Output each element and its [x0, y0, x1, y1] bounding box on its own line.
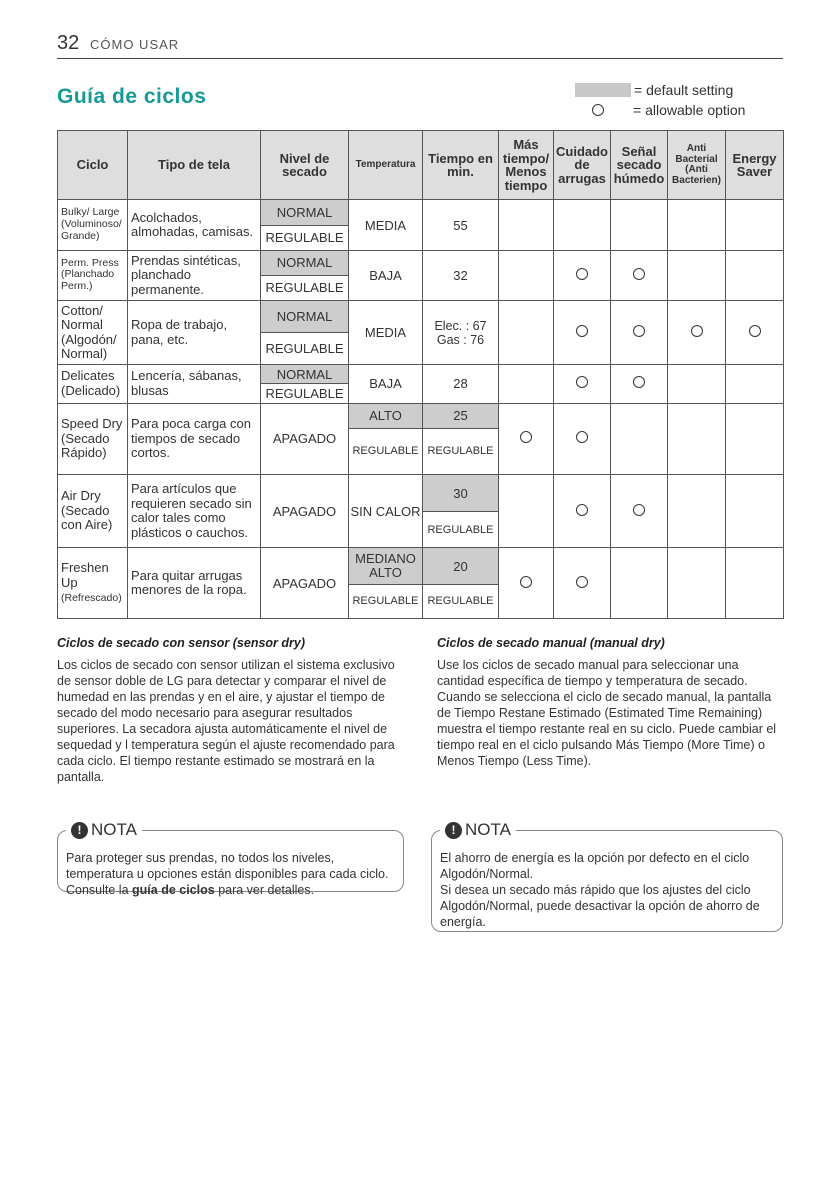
allowable-circle-icon	[576, 576, 588, 588]
temperature: BAJA	[349, 250, 423, 300]
allowable-circle-icon	[592, 104, 604, 116]
allowable-circle-icon	[633, 325, 645, 337]
allowable-circle-icon	[576, 268, 588, 280]
fabric-type: Acolchados, almohadas, camisas.	[128, 200, 261, 250]
dry-level: APAGADO	[261, 548, 349, 619]
cycle-name: Delicates (Delicado)	[58, 365, 128, 403]
table-row	[58, 250, 784, 275]
time-default: 20	[423, 548, 499, 584]
dry-level-default: NORMAL	[261, 200, 349, 225]
time: 32	[423, 250, 499, 300]
col-cuidado: Cuidado de arrugas	[554, 131, 611, 200]
page-title: Guía de ciclos	[57, 85, 207, 108]
fabric-type: Para quitar arrugas menores de la ropa.	[128, 548, 261, 619]
note-line: El ahorro de energía es la opción por defecto en el ciclo Algodón/Normal.	[440, 851, 750, 881]
note-title: NOTA	[91, 820, 137, 839]
temperature: BAJA	[349, 365, 423, 403]
time-option: REGULABLE	[423, 428, 499, 474]
allowable-circle-icon	[633, 376, 645, 388]
note-line: Si desea un secado más rápido que los ajustes del ciclo Algodón/Normal, puede desactivar la opción de ahorro de energía.	[440, 883, 760, 929]
time-default: 30	[423, 475, 499, 512]
note-title: NOTA	[465, 820, 511, 839]
cycle-guide-table	[57, 130, 784, 619]
default-swatch	[575, 83, 631, 97]
time: 28	[423, 365, 499, 403]
time: 55	[423, 200, 499, 250]
cycle-name-main: Freshen Up	[61, 560, 109, 590]
col-nivel: Nivel de secado	[261, 131, 349, 200]
dry-level: APAGADO	[261, 403, 349, 474]
allowable-circle-icon	[749, 325, 761, 337]
cycle-name: Air Dry (Secado con Aire)	[58, 475, 128, 548]
temperature-default: ALTO	[349, 403, 423, 428]
temperature-default: MEDIANO ALTO	[349, 548, 423, 584]
temperature-option: REGULABLE	[349, 428, 423, 474]
allowable-circle-icon	[633, 504, 645, 516]
dry-level-option: REGULABLE	[261, 275, 349, 300]
temperature: MEDIA	[349, 200, 423, 250]
time: Elec. : 67 Gas : 76	[423, 300, 499, 364]
time-option: REGULABLE	[423, 512, 499, 548]
table-row	[58, 475, 784, 512]
section-title: CÓMO USAR	[90, 37, 180, 52]
col-mas-tiempo: Más tiempo/ Menos tiempo	[499, 131, 554, 200]
col-anti-bacterial: Anti Bacterial (Anti Bacterien)	[668, 131, 726, 200]
col-temperatura: Temperatura	[349, 131, 423, 200]
dry-level-option: REGULABLE	[261, 225, 349, 250]
note-box-left	[57, 820, 404, 897]
col-ciclo: Ciclo	[58, 131, 128, 200]
col-tela: Tipo de tela	[128, 131, 261, 200]
allowable-circle-icon	[691, 325, 703, 337]
col-energy-saver: Energy Saver	[726, 131, 784, 200]
dry-level-default: NORMAL	[261, 250, 349, 275]
table-header-row	[58, 131, 784, 200]
table-row	[58, 403, 784, 428]
info-icon: !	[71, 822, 88, 839]
cycle-name: Cotton/ Normal (Algodón/ Normal)	[58, 300, 128, 364]
cycle-name	[58, 548, 128, 619]
allowable-circle-icon	[576, 376, 588, 388]
legend-default-label: = default setting	[634, 82, 734, 98]
info-icon: !	[445, 822, 462, 839]
manual-dry-body: Use los ciclos de secado manual para seleccionar una cantidad específica de tiempo y temperatura de secado. Cuando se selecciona el ciclo de secado manual, la pantalla de Tiempo Restane Estimado (Estimated Time Remaining) muestra el tiempo restante real en su ciclo. Puede cambiar el tiempo real en el ciclo pulsando Más Tiempo (More Time) o Menos Tiempo (Less Time).	[437, 658, 777, 768]
table-row	[58, 300, 784, 332]
allowable-circle-icon	[520, 431, 532, 443]
allowable-circle-icon	[576, 325, 588, 337]
manual-dry-heading: Ciclos de secado manual (manual dry)	[437, 636, 665, 650]
allowable-circle-icon	[633, 268, 645, 280]
fabric-type: Ropa de trabajo, pana, etc.	[128, 300, 261, 364]
dry-level: APAGADO	[261, 475, 349, 548]
cycle-name-sub: (Refrescado)	[61, 592, 122, 605]
dry-level-default: NORMAL	[261, 365, 349, 384]
allowable-circle-icon	[576, 431, 588, 443]
cycle-name: Speed Dry (Secado Rápido)	[58, 403, 128, 474]
table-row	[58, 200, 784, 225]
cycle-name: Bulky/ Large (Voluminoso/ Grande)	[58, 200, 128, 250]
dry-level-option: REGULABLE	[261, 333, 349, 365]
table-row	[58, 365, 784, 384]
fabric-type: Lencería, sábanas, blusas	[128, 365, 261, 403]
dry-level-default: NORMAL	[261, 300, 349, 332]
temperature: MEDIA	[349, 300, 423, 364]
note-box-right	[431, 820, 783, 932]
cycle-name: Perm. Press (Planchado Perm.)	[58, 250, 128, 300]
legend-allowable-label: = allowable option	[633, 102, 746, 118]
temperature: SIN CALOR	[349, 475, 423, 548]
col-tiempo: Tiempo en min.	[423, 131, 499, 200]
time-default: 25	[423, 403, 499, 428]
legend	[575, 80, 745, 120]
temperature-option: REGULABLE	[349, 584, 423, 618]
col-senal: Señal secado húmedo	[611, 131, 668, 200]
fabric-type: Para poca carga con tiempos de secado cortos.	[128, 403, 261, 474]
page-number: 32	[57, 32, 80, 54]
page-header	[57, 28, 783, 59]
note-text: Para proteger sus prendas, no todos los niveles, temperatura u opciones están disponibles para cada ciclo. Consulte la guía de ciclos para ver detalles.	[66, 851, 389, 897]
fabric-type: Para artículos que requieren secado sin calor tales como plásticos o cauchos.	[128, 475, 261, 548]
sensor-dry-heading: Ciclos de secado con sensor (sensor dry)	[57, 636, 305, 650]
table-row	[58, 548, 784, 584]
dry-level-option: REGULABLE	[261, 384, 349, 403]
note-text	[440, 850, 778, 930]
allowable-circle-icon	[520, 576, 532, 588]
time-option: REGULABLE	[423, 584, 499, 618]
allowable-circle-icon	[576, 504, 588, 516]
fabric-type: Prendas sintéticas, planchado permanente.	[128, 250, 261, 300]
sensor-dry-body: Los ciclos de secado con sensor utilizan el sistema exclusivo de sensor doble de LG para detectar y comparar el nivel de humedad en las prendas y en el aire, y ajustar el tiempo de secado del modo necesario para asegurar resultados superiores. La secadora ajusta automáticamente el nivel de sequedad y l temperatura según el ajuste recomendado para cada ciclo. El tiempo restante estimado se mostrará en la pantalla.	[57, 658, 395, 784]
